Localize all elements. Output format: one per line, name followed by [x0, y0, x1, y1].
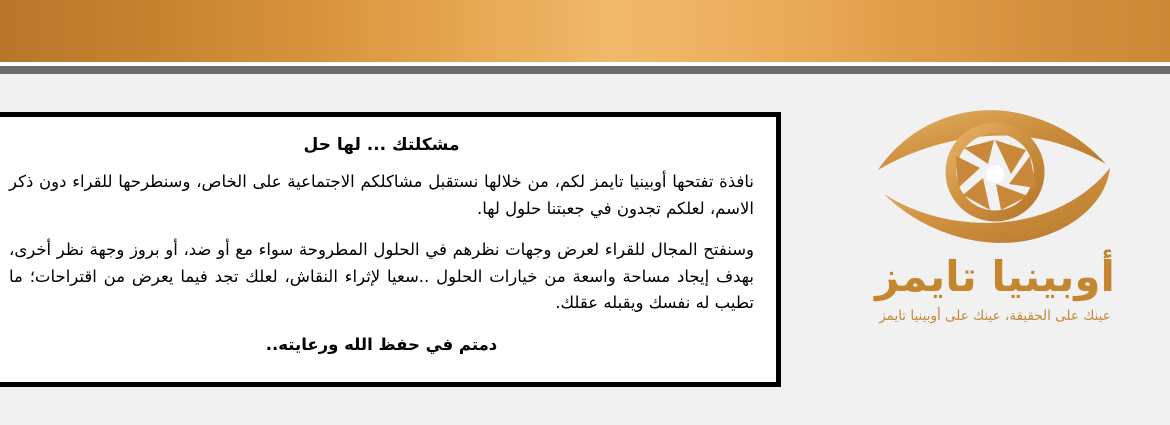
article-title: مشكلتك ... لها حل — [303, 135, 460, 155]
article-signoff: دمتم في حفظ الله ورعايته.. — [265, 334, 498, 354]
logo-tagline: عينك على الحقيقة، عينك على أوبينيا تايمز — [879, 308, 1111, 325]
article-paragraph-2: وسنفتح المجال للقراء لعرض وجهات نظرهم في الحلول المطروحة سواء مع أو ضد، أو بروز وجهة نظر أخرى، بهدف إيجاد مساحة واسعة من خيارات الحلول ..سعيا لإثراء النقاش، لعلك تجد فيما يعرض من اقتراحات؛ ما تطيب له نفسك ويقبله عقلك. — [9, 239, 754, 313]
top-banner — [0, 0, 1170, 62]
page-content — [0, 80, 1170, 425]
logo-wordmark: أوبينيا تايمز — [875, 252, 1115, 301]
article-paragraph-1: نافذة تفتحها أوبينيا تايمز لكم، من خلالها نستقبل مشاكلكم الاجتماعية على الخاص، وسنطرحها للقراء دون ذكر الاسم، لعلكم تجدون في جعبتنا حلول لها. — [9, 172, 754, 219]
article-box — [0, 112, 781, 387]
banner-gray-divider — [0, 66, 1170, 74]
logo-block — [830, 98, 1160, 408]
eye-aperture-logo-icon — [870, 98, 1120, 248]
